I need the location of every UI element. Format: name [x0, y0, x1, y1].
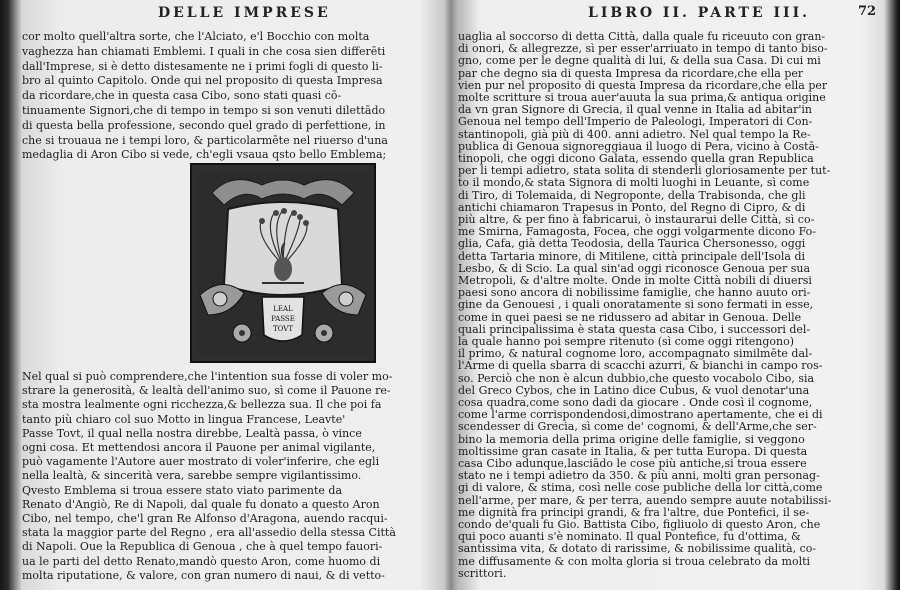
text-line: gi di valore, & stima, così nelle cose publiche della lor città,come: [458, 481, 823, 495]
text-line: come in quei paesi se ne ridussero ad abitar in Genoua. Delle: [458, 310, 802, 324]
text-line: nell'arme, per mare, & per terra, auendo sempre auute notabilissi-: [458, 493, 832, 507]
text-line: stantinopoli, già più di 400. anni adietro. Nel qual tempo la Re-: [458, 127, 811, 141]
text-line: da vn gran Signore di Grecia, il qual venne in Italia ad abitar'in: [458, 103, 812, 117]
text-line: Qvesto Emblema si troua essere stato viato parimente da: [22, 483, 343, 497]
text-line: sta mostra lealmente ogni ricchezza,& bellezza sua. Il che poi fa: [22, 398, 382, 412]
text-line: Metropoli, & d'altre molte. Onde in molte Città nobili di diuersi: [458, 274, 812, 287]
page-number: 72: [858, 4, 877, 19]
text-line: cosa quadra,come sono dadi da giocare . Onde così il cognome,: [458, 396, 813, 409]
text-line: che si trouaua ne i tempi loro, & particolarmēte nel riuerso d'una: [22, 133, 388, 147]
right-running-head: LIBRO II. PARTE III.: [588, 5, 811, 21]
text-line: quali principalissima è stata questa casa Cibo, i successori del-: [458, 322, 811, 336]
text-line: come l'arme corrispondendosi,dimostrano apertamente, che ei di: [458, 408, 823, 422]
right-page: [458, 0, 888, 590]
text-line: l'Arme di quella sbarra di scacchi azurri, & bianchi in campo ros-: [458, 359, 823, 373]
text-line: Renato d'Angiò, Re di Napoli, dal quale fu donato a questo Aron: [22, 497, 380, 511]
text-line: Genoua nel tempo dell'Imperio de Paleologi, Imperatori di Con-: [458, 115, 813, 129]
text-line: di Napoli. Oue la Republica di Genoua , che à quel tempo fauori-: [22, 540, 383, 554]
text-line: detta Tartaria minore, di Mitilene, città principale dell'Isola di: [458, 249, 805, 263]
text-line: del Greco Cybos, che in Latino dice Cubus, & vuol denotar'una: [458, 383, 810, 397]
text-line: può vagamente l'Autore auer mostrato di voler'inferire, che egli: [22, 455, 380, 469]
text-line: vaghezza han chiamati Emblemi. I quali in che cosa sien differēti: [22, 44, 386, 58]
text-line: me dignità fra principi grandi, & fra l'altre, due Pontefici, il se-: [458, 505, 810, 519]
text-line: Nel qual si può comprendere,che l'intention sua fosse di voler mo-: [22, 370, 393, 383]
text-line: publica di Genoua signoreggiaua il luogo di Pera, vicino à Costā-: [458, 139, 819, 153]
text-line: tinopoli, che oggi dicono Galata, essendo quella gran Republica: [458, 152, 814, 165]
text-line: scrittori.: [458, 566, 507, 580]
text-line: bino la memoria della prima origine delle famiglie, si veggono: [458, 432, 805, 446]
text-line: stata la maggior parte del Regno , era all'assedio della stessa Città: [22, 526, 396, 540]
text-line: stato ne i tempi adietro da 350. & più anni, molti gran personag-: [458, 469, 820, 483]
text-line: casa Cibo adunque,lasciādo le cose più antiche,si troua essere: [458, 457, 807, 470]
left-running-head: DELLE IMPRESE: [158, 5, 331, 21]
emblem-woodcut: [190, 163, 376, 363]
text-line: dall'Imprese, si è detto distesamente ne i primi fogli di questo li-: [22, 59, 383, 73]
text-line: me Smirna, Famagosta, Focea, che oggi volgarmente dicono Fo-: [458, 225, 816, 239]
text-line: so. Perciò che non è alcun dubbio,che questo vocabolo Cibo, sia: [458, 371, 815, 385]
text-line: santissima vita, & dotato di rarissime, & nobilissime qualità, co-: [458, 542, 817, 556]
text-line: di onori, & allegrezze, sì per esser'arriuato in tempo di tanto biso-: [458, 42, 828, 56]
text-line: nella lealtà, & sincerità vera, sarebbe sempre vigilantissimo.: [22, 469, 362, 483]
text-line: da ricordare,che in questa casa Cibo, sono stati quasi cō-: [22, 89, 342, 103]
text-line: Cibo, nel tempo, che'l gran Re Alfonso d'Aragona, auendo racqui-: [22, 512, 388, 525]
text-line: qui poco auanti s'è nominato. Il qual Pontefice, fu d'ottima, &: [458, 530, 801, 544]
text-line: molta riputatione, & valore, con gran numero di naui, & di vetto-: [22, 568, 385, 582]
text-line: scendesser di Grecia, sì come de' cognomi, & dell'Arme,che ser-: [458, 420, 817, 434]
text-line: il primo, & natural cognome loro, accompagnato similmēte dal-: [458, 347, 813, 361]
text-line: par che degno sia di questa Impresa da ricordare,che ella per: [458, 66, 804, 80]
left-page: [20, 0, 444, 590]
peacock-emblem-icon: [192, 165, 374, 361]
text-line: gine da Genouesi , i quali onoratamente si sono fermati in esse,: [458, 298, 814, 312]
text-line: più altre, & per fino à fabricarui, ò instaurarui delle Città, sì co-: [458, 213, 815, 226]
text-line: di questa bella professione, secondo quel grado di perfettione, in: [22, 118, 386, 132]
text-line: antichi chiamaron Trapesus in Ponto, del Regno di Cipro, & di: [458, 200, 806, 214]
text-line: ua le parti del detto Renato,mandò questo Aron, come huomo di: [22, 554, 381, 568]
text-line: di Tiro, di Tolemaida, di Negroponte, della Trabisonda, che gli: [458, 188, 806, 202]
motto-line: PASSE: [271, 315, 295, 323]
text-line: moltissime gran casate in Italia, & per tutta Europa. Di questa: [458, 444, 808, 458]
text-line: vien pur nel proposito di questa Impresa da ricordare,che ella per: [458, 78, 828, 92]
text-line: glia, Cafa, già detta Teodosia, della Taurica Chersonesso, oggi: [458, 237, 806, 251]
text-line: molte scritture si troua auer'auuta la sua prima,& antiqua origine: [458, 91, 826, 104]
text-line: la quale hanno poi sempre ritenuto (sì come oggi ritengono): [458, 335, 795, 348]
text-line: strare la generosità, & lealtà dell'animo suo, sì come il Pauone re-: [22, 384, 391, 398]
text-line: tanto più chiaro col suo Motto in lingua Francese, Leavte': [22, 412, 346, 426]
text-line: Passe Tovt, il qual nella nostra direbbe, Lealtà passa, ò vince: [22, 426, 362, 440]
text-line: medaglia di Aron Cibo si vede, ch'egli vsaua qsto bello Emblema;: [22, 148, 387, 162]
text-line: bro al quinto Capitolo. Onde qui nel proposito di questa Impresa: [22, 74, 383, 88]
text-line: condo de'quali fu Gio. Battista Cibo, figliuolo di questo Aron, che: [458, 518, 821, 531]
text-line: ogni cosa. Et mettendosi ancora il Pauone per animal vigilante,: [22, 441, 376, 454]
text-line: tinuamente Signori,che di tempo in tempo si son venuti dilettādo: [22, 104, 386, 117]
text-line: me diffusamente & con molta gloria si troua celebrato da molti: [458, 554, 811, 568]
text-line: cor molto quell'altra sorte, che l'Alciato, e'l Bocchio con molta: [22, 30, 370, 43]
text-line: to il mondo,& stata Signora di molti luoghi in Leuante, sì come: [458, 176, 810, 190]
text-line: gno, come per le degne qualità di lui, & della sua Casa. Di cui mi: [458, 54, 821, 68]
motto-line: TOVT: [272, 325, 294, 333]
text-line: Lesbo, & di Scio. La qual sin'ad oggi riconosce Genoua per sua: [458, 261, 811, 275]
text-line: per li tempi adietro, stata solita di stenderli gloriosamente per tut-: [458, 164, 831, 178]
text-line: uaglia al soccorso di detta Città, dalla quale fu riceuuto con gran-: [458, 30, 826, 43]
motto-line: LEAL: [273, 305, 293, 313]
text-line: paesi sono ancora di nobilissime famiglie, che hanno auuto ori-: [458, 286, 811, 300]
